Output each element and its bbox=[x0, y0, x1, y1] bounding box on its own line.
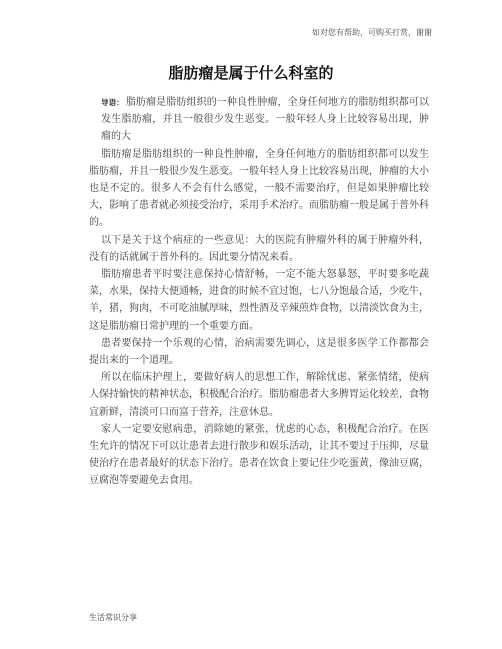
body-paragraph-3: 脂肪瘤患者平时要注意保持心情舒畅，一定不能大怒暴怒，平时要多吃蔬菜，水果，保持大便通畅，进食的时候不宜过饱，七八分饱最合适，少吃牛，羊，猪，狗肉，不可吃油腻厚味，烈性酒及辛辣煎炸食物，以清淡饮食为主，这是脂肪瘤日常护理的一个重要方面。 bbox=[89, 269, 429, 332]
footer-note: 生活常识分享 bbox=[89, 613, 137, 622]
lead-text: 脂肪瘤是脂肪组织的一种良性肿瘤，全身任何地方的脂肪组织都可以发生脂肪瘤，并且一般很少发生恶变。一般年轻人身上比较容易出现，肿瘤的大 bbox=[101, 97, 429, 143]
body-paragraph-1: 脂肪瘤是脂肪组织的一种良性肿瘤，全身任何地方的脂肪组织都可以发生脂肪瘤，并且一般很少发生恶变。一般年轻人身上比较容易出现，肿瘤的大小也是不定的。很多人不会有什么感觉，一般不需要治疗，但是如果肿瘤比较大，影响了患者就必须接受治疗，采用手术治疗。而脂肪瘤一般是属于普外科的。 bbox=[89, 148, 429, 229]
document-body bbox=[89, 94, 429, 490]
body-paragraph-4: 患者要保持一个乐观的心情，治病需要先调心，这是很多医学工作都都会提出来的一个道理。 bbox=[89, 337, 429, 367]
body-paragraph-5: 所以在临床护理上，要做好病人的思想工作，解除忧虑、紧张情绪，使病人保持愉快的精神状态，积极配合治疗。脂肪瘤患者大多脾胃运化较差，食物宜新鲜，清淡可口而富于营养，注意休息。 bbox=[89, 372, 429, 418]
lead-label: 导语： bbox=[101, 98, 124, 107]
body-paragraph-2: 以下是关于这个病症的一些意见：大的医院有肿瘤外科的属于肿瘤外科，没有的话就属于普外科的。因此要分情况来看。 bbox=[89, 234, 429, 263]
document-title: 脂肪瘤是属于什么科室的 bbox=[168, 64, 334, 82]
header-note: 如对您有帮助，可购买打赏，谢谢 bbox=[312, 28, 432, 37]
lead-paragraph bbox=[89, 94, 429, 146]
body-paragraph-6: 家人一定要安慰病患，消除她的紧张，忧虑的心态，积极配合治疗。在医生允许的情况下可以让患者去进行散步和娱乐活动，让其不要过于压抑，尽量使治疗在患者最好的状态下治疗。患者在饮食上要记住少吃蛋黄，像油豆腐，豆腐泡等要避免去食用。 bbox=[89, 423, 429, 487]
